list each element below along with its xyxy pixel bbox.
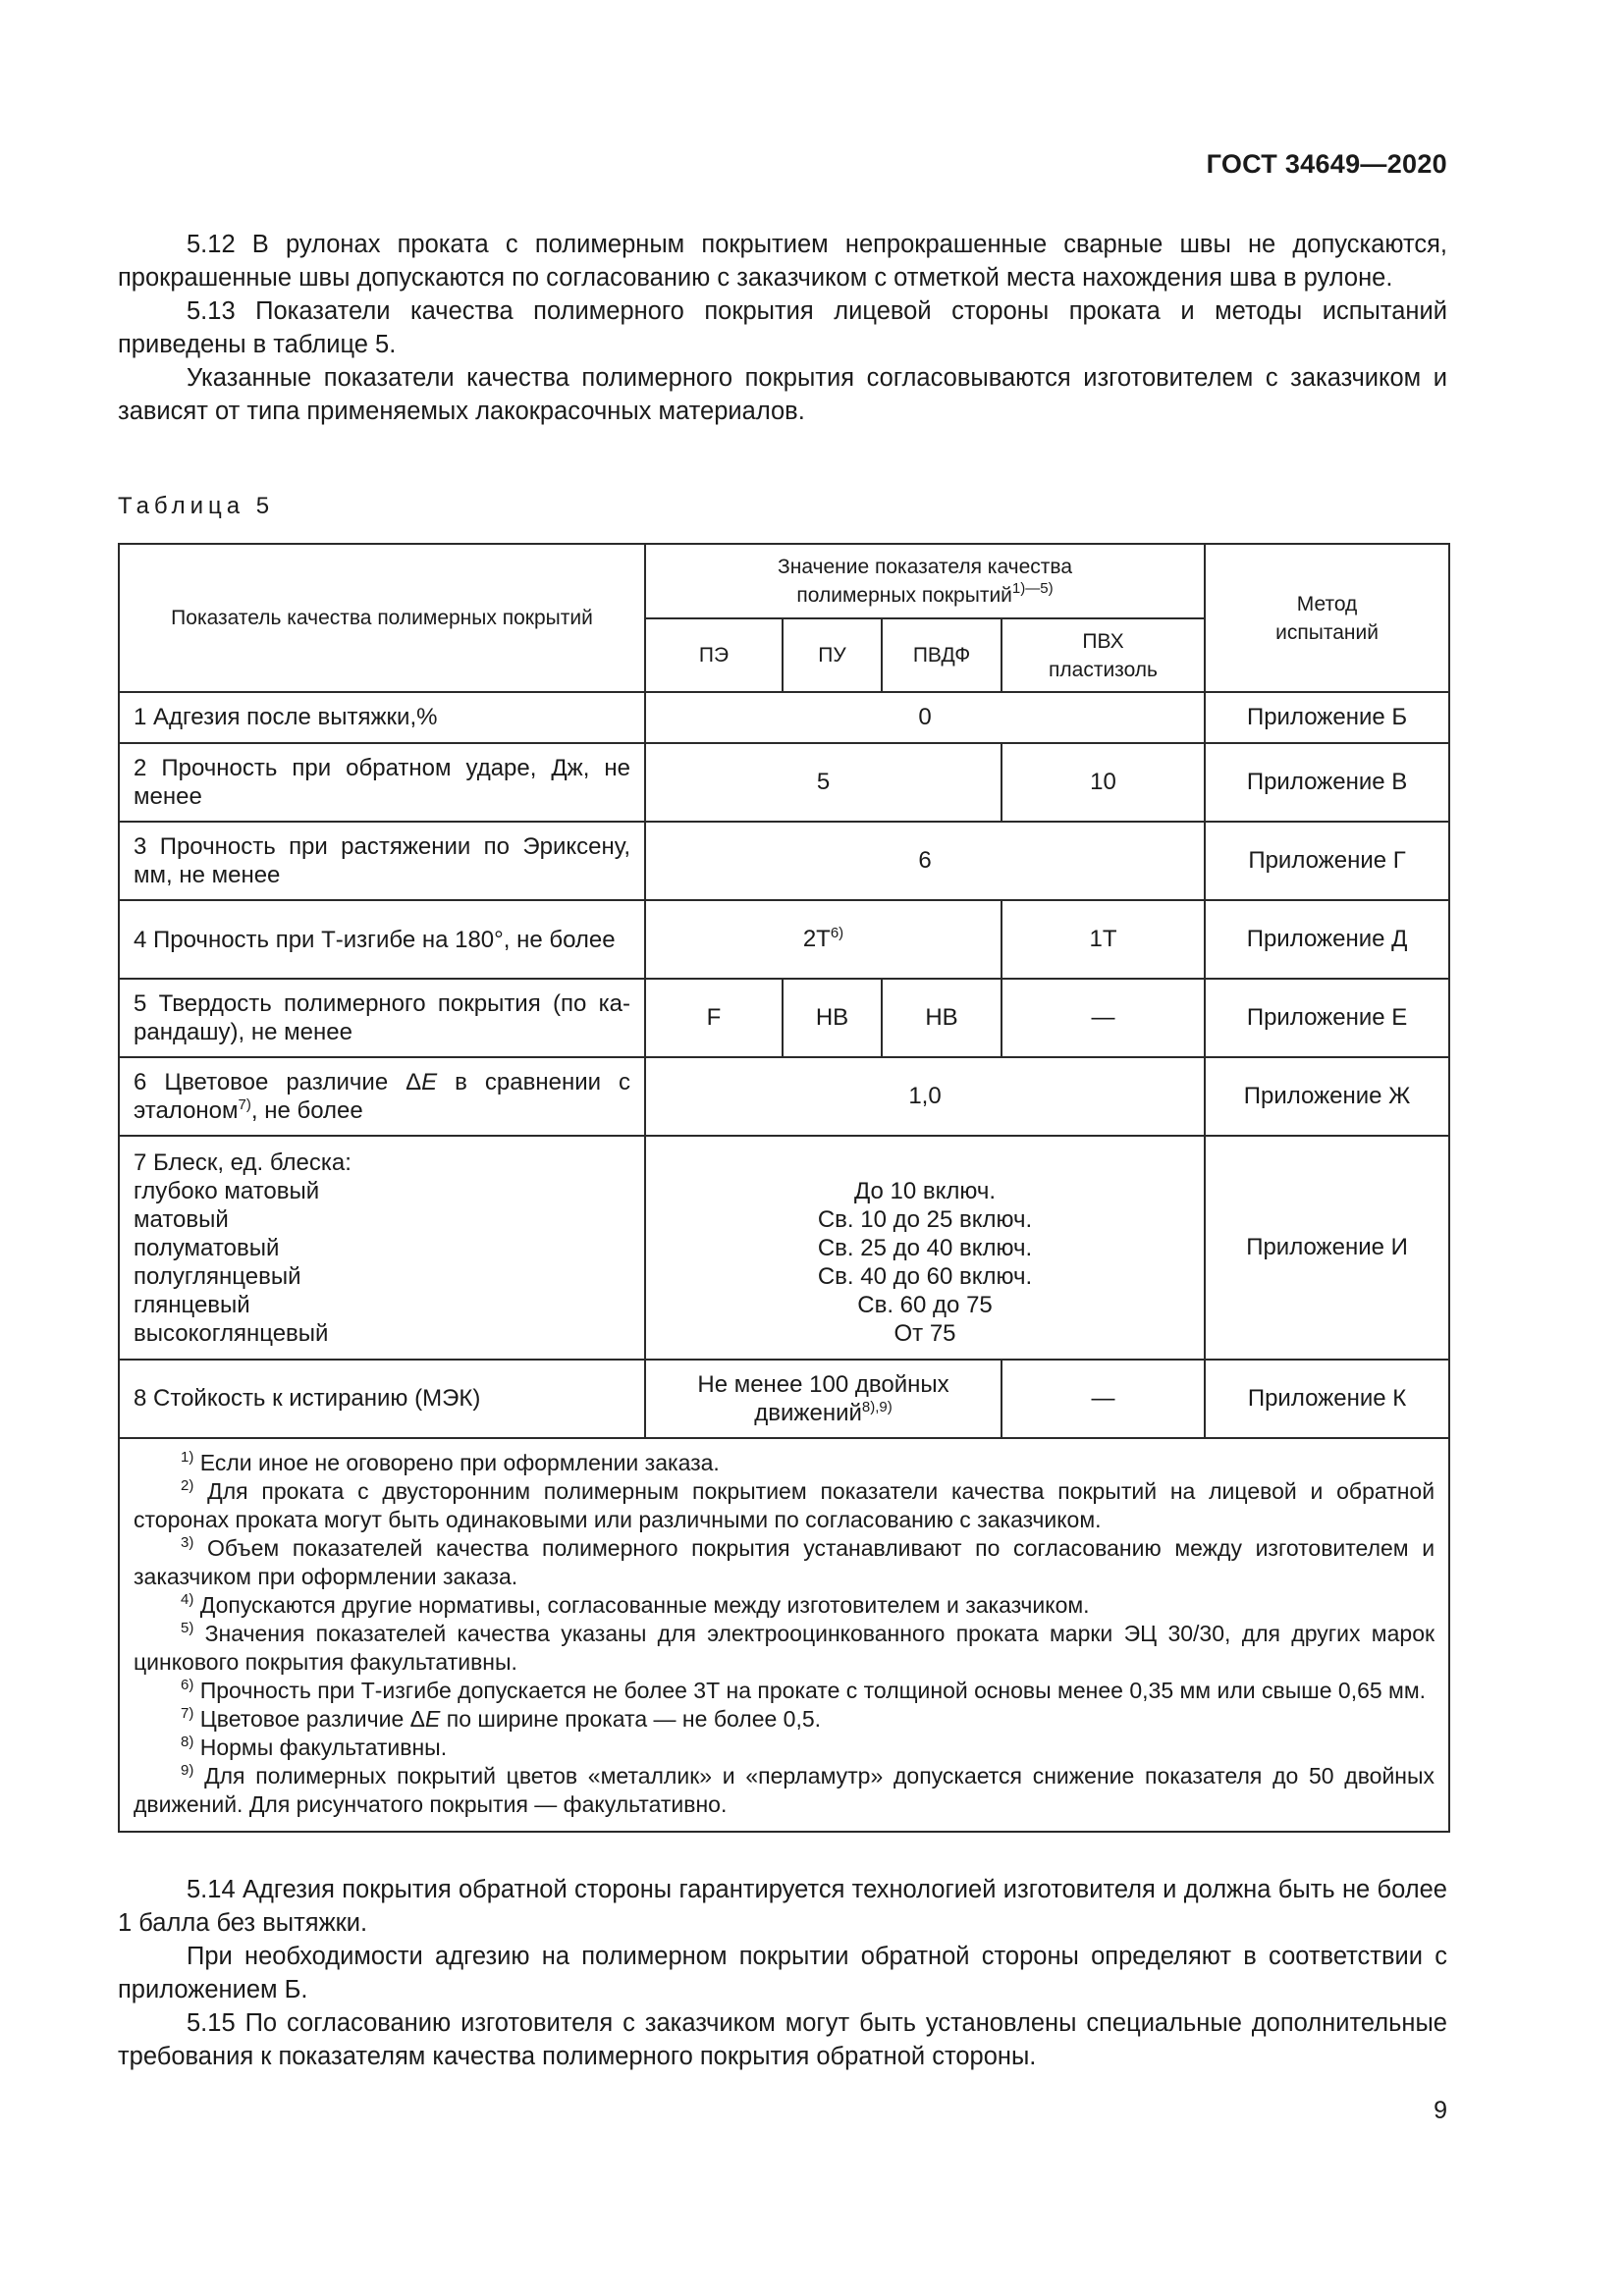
note-text: Объем показателей качества полимерного покрытия устанавливают по согласованию между изготовителем и заказчиком при оформлении заказа. [134, 1535, 1435, 1589]
note-mark: 1) [181, 1449, 194, 1466]
row1-method: Приложение Б [1205, 692, 1449, 743]
row7-method: Приложение И [1205, 1136, 1449, 1360]
row4-value-b: 1Т [1001, 900, 1205, 979]
table-caption: Таблица 5 [118, 493, 275, 519]
row6-name-sup: 7) [238, 1096, 251, 1113]
row6-name [119, 1057, 645, 1136]
note-5 [134, 1620, 1435, 1677]
note-mark: 5) [181, 1620, 194, 1636]
note-mark: 8) [181, 1734, 194, 1750]
row1-name: 1 Адгезия после вытяжки,% [119, 692, 645, 743]
note-text: Прочность при Т-изгибе допускается не более 3Т на прокате с толщиной основы менее 0,35 мм или свыше 0,65 мм. [199, 1678, 1427, 1703]
table-row [119, 1057, 1449, 1136]
note-9 [134, 1762, 1435, 1819]
row2-value-a: 5 [645, 743, 1001, 822]
row7-value-line: Св. 60 до 75 [857, 1291, 993, 1318]
row7-value-line: Св. 10 до 25 включ. [817, 1205, 1033, 1233]
header-col-pe: ПЭ [645, 618, 783, 692]
row5-name: 5 Твердость полимерного покрытия (по карандашу), не менее [119, 979, 645, 1057]
row5-pvdf: HB [882, 979, 1001, 1057]
header-value-line1: Значение показателя качества [778, 556, 1073, 578]
header-col-pvh-line2: пластизоль [1049, 658, 1158, 681]
note-text: по ширине проката — не более 0,5. [440, 1706, 822, 1732]
row6-name-a: 6 Цветовое различие Δ [134, 1069, 422, 1095]
header-value-sup: 1)—5) [1011, 580, 1054, 597]
paragraph-5-12: 5.12 В рулонах проката с полимерным покрытием непрокрашенные сварные швы не допускаются, прокрашенные швы допускаются по согласованию с заказчиком с отметкой места нахождения шва в рулоне. [118, 231, 1447, 292]
row1-value: 0 [645, 692, 1205, 743]
row7-values [645, 1136, 1205, 1360]
row6-name-b: в сравнении с эталоном [134, 1069, 630, 1124]
row6-method: Приложение Ж [1205, 1057, 1449, 1136]
row2-name: 2 Прочность при обратном ударе, Дж, не менее [119, 743, 645, 822]
table-row [119, 692, 1449, 743]
row7-value-line: От 75 [893, 1319, 956, 1347]
row6-value: 1,0 [645, 1057, 1205, 1136]
row3-value: 6 [645, 822, 1205, 900]
bottom-paragraphs [118, 1873, 1447, 2073]
table-notes [119, 1438, 1449, 1832]
row8-value-line2: движений [754, 1400, 862, 1426]
note-mark: 3) [181, 1534, 194, 1551]
document-header: ГОСТ 34649—2020 [1206, 149, 1447, 179]
note-text: Для проката с двусторонним полимерным покрытием показатели качества покрытий на лицевой и обратной сторонах проката могут быть одинаковыми или различными по согласованию с заказчиком. [134, 1478, 1435, 1532]
row8-value-sup: 8),9) [861, 1399, 893, 1415]
table-row [119, 743, 1449, 822]
row8-name: 8 Стойкость к истиранию (МЭК) [119, 1360, 645, 1438]
table-row [119, 822, 1449, 900]
header-col-pvh [1001, 618, 1205, 692]
row6-name-c: , не более [250, 1097, 363, 1124]
paragraph-5-13: 5.13 Показатели качества полимерного покрытия лицевой стороны проката и методы испытаний приведены в таблице 5. [118, 297, 1447, 358]
note-mark: 6) [181, 1677, 194, 1693]
note-text: Нормы факультативны. [199, 1735, 448, 1760]
note-text: Значения показателей качества указаны для электрооцинкованного проката марки ЭЦ 30/30, для других марок цинкового покрытия факультативны. [134, 1621, 1435, 1675]
row7-name-line: глубоко матовый [134, 1177, 320, 1204]
paragraph-5-14: 5.14 Адгезия покрытия обратной стороны гарантируется технологией изготовителя и должна быть не более 1 балла без вытяжки. [118, 1876, 1447, 1937]
row7-name-line: полуматовый [134, 1234, 280, 1261]
header-indicator: Показатель качества полимерных покрытий [119, 544, 645, 692]
note-mark: 9) [181, 1762, 194, 1779]
row3-name: 3 Прочность при растяжении по Эриксену, мм, не менее [119, 822, 645, 900]
header-method-line1: Метод [1296, 592, 1358, 615]
header-col-pu: ПУ [783, 618, 882, 692]
note-mark: 7) [181, 1705, 194, 1722]
note-4 [134, 1591, 1435, 1620]
table-row [119, 1136, 1449, 1360]
table-5 [118, 543, 1448, 1833]
row4-value-a [645, 900, 1001, 979]
note-mark: 2) [181, 1477, 194, 1494]
note-1 [134, 1449, 1435, 1477]
row7-name [119, 1136, 645, 1360]
header-value-group [645, 544, 1205, 618]
row5-pe: F [645, 979, 783, 1057]
note-7 [134, 1705, 1435, 1734]
row7-name-line: матовый [134, 1205, 229, 1233]
note-text-italic: E [425, 1706, 441, 1732]
header-method-line2: испытаний [1275, 620, 1379, 644]
header-col-pvh-line1: ПВХ [1082, 629, 1124, 653]
note-mark: 4) [181, 1591, 194, 1608]
row5-pu: HB [783, 979, 882, 1057]
note-3 [134, 1534, 1435, 1591]
row7-value-line: Св. 25 до 40 включ. [817, 1234, 1033, 1261]
row7-name-line: глянцевый [134, 1291, 250, 1318]
row6-name-e: E [421, 1069, 438, 1095]
table-row [119, 979, 1449, 1057]
row5-pvh: — [1001, 979, 1205, 1057]
row7-name-line: высокоглянцевый [134, 1319, 329, 1347]
row4-method: Приложение Д [1205, 900, 1449, 979]
row8-value-b: — [1001, 1360, 1205, 1438]
note-2 [134, 1477, 1435, 1534]
row7-value-line: До 10 включ. [853, 1177, 997, 1204]
row7-value-line: Св. 40 до 60 включ. [817, 1262, 1033, 1290]
note-text: Если иное не оговорено при оформлении заказа. [199, 1450, 720, 1475]
paragraph-agreement: Указанные показатели качества полимерного покрытия согласовываются изготовителем с заказчиком и зависят от типа применяемых лакокрасочных материалов. [118, 364, 1447, 425]
paragraph-5-15: 5.15 По согласованию изготовителя с заказчиком могут быть установлены специальные дополнительные требования к показателям качества полимерного покрытия обратной стороны. [118, 2009, 1447, 2070]
header-col-pvdf: ПВДФ [882, 618, 1001, 692]
row4-value-a-text: 2Т [802, 926, 831, 952]
table-notes-row [119, 1438, 1449, 1832]
row8-method: Приложение К [1205, 1360, 1449, 1438]
page-number: 9 [1434, 2097, 1447, 2124]
row8-value-line1: Не менее 100 двойных [697, 1371, 949, 1398]
row4-name: 4 Прочность при Т-изгибе на 180°, не более [119, 900, 645, 979]
note-text: Цветовое различие Δ [199, 1706, 425, 1732]
top-paragraphs [118, 228, 1447, 428]
note-8 [134, 1734, 1435, 1762]
table-row [119, 900, 1449, 979]
row7-name-line: 7 Блеск, ед. блеска: [134, 1148, 352, 1176]
row2-value-b: 10 [1001, 743, 1205, 822]
note-text: Допускаются другие нормативы, согласованные между изготовителем и заказчиком. [199, 1592, 1090, 1618]
paragraph-adhesion: При необходимости адгезию на полимерном покрытии обратной стороны определяют в соответствии с приложением Б. [118, 1943, 1447, 2003]
header-value-line2: полимерных покрытий [796, 584, 1012, 607]
row7-name-line: полуглянцевый [134, 1262, 301, 1290]
header-method [1205, 544, 1449, 692]
row5-method: Приложение Е [1205, 979, 1449, 1057]
row4-value-a-sup: 6) [830, 925, 844, 941]
row3-method: Приложение Г [1205, 822, 1449, 900]
row2-method: Приложение В [1205, 743, 1449, 822]
row8-value-a [645, 1360, 1001, 1438]
note-text: Для полимерных покрытий цветов «металлик» и «перламутр» допускается снижение показателя до 50 двойных движений. Для рисунчатого покрытия — факультативно. [134, 1763, 1435, 1817]
note-6 [134, 1677, 1435, 1705]
table-row [119, 1360, 1449, 1438]
